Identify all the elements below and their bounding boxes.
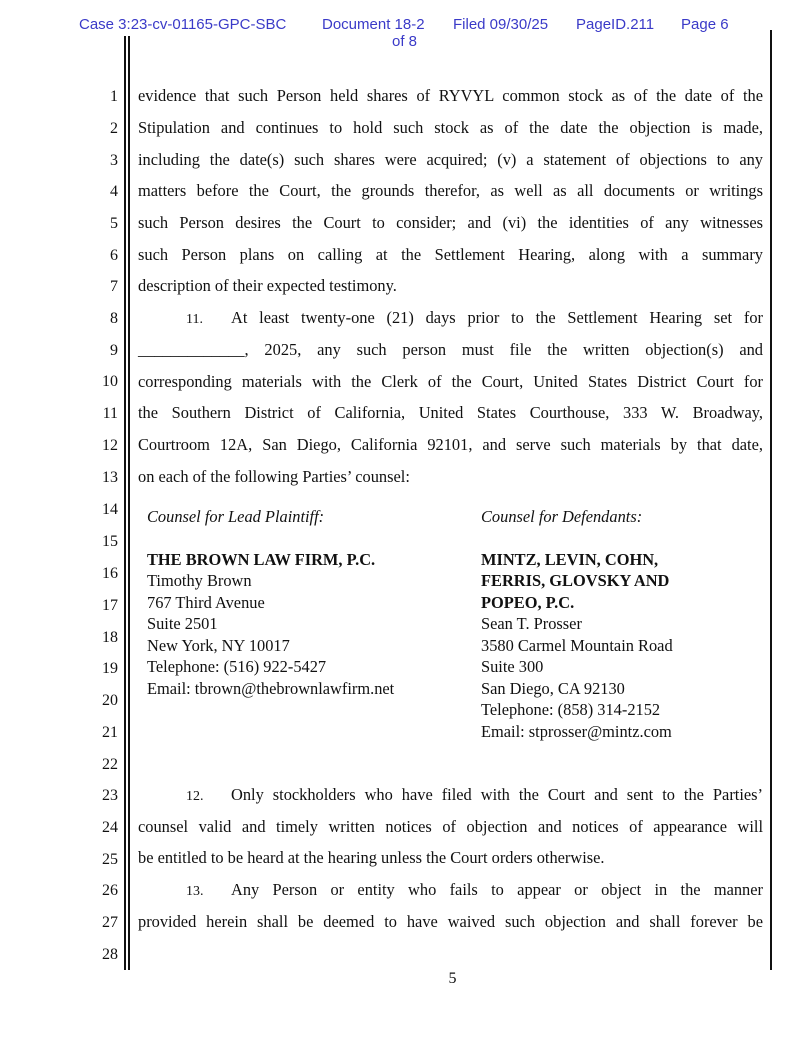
line-number: 28 bbox=[102, 946, 118, 963]
firm-name-line: MINTZ, LEVIN, COHN, bbox=[481, 549, 659, 569]
address-line: San Diego, CA 92130 bbox=[481, 678, 625, 698]
document-number: Document 18-2 bbox=[322, 16, 425, 33]
line-number: 15 bbox=[102, 533, 118, 550]
counsel-heading: Counsel for Defendants: bbox=[481, 507, 643, 526]
line-number: 25 bbox=[102, 851, 118, 868]
line-number: 7 bbox=[110, 278, 118, 295]
line-number: 12 bbox=[102, 437, 118, 454]
filed-date: Filed 09/30/25 bbox=[453, 16, 549, 33]
line-number: 13 bbox=[102, 469, 118, 486]
body-line: Stipulation and continues to hold such stock as of the date the objection is made, bbox=[138, 118, 763, 137]
line-number: 20 bbox=[102, 692, 118, 709]
body-line: evidence that such Person held shares of RYVYL common stock as of the date of the bbox=[138, 86, 763, 105]
attorney-name: Sean T. Prosser bbox=[481, 614, 582, 633]
line-number: 21 bbox=[102, 724, 118, 741]
line-number: 2 bbox=[110, 120, 118, 137]
counsel-heading: Counsel for Lead Plaintiff: bbox=[147, 507, 325, 526]
paragraph-13-first-line: 13. Any Person or entity who fails to appear or object in the manner bbox=[138, 880, 763, 902]
paragraph-number: 13. bbox=[186, 884, 204, 899]
filing-header bbox=[79, 16, 739, 50]
page-total: of 8 bbox=[392, 33, 418, 50]
firm-name: THE BROWN LAW FIRM, P.C. bbox=[147, 549, 376, 569]
body-line: the Southern District of California, United States Courthouse, 333 W. Broadway, bbox=[138, 403, 763, 422]
page-of-total: Page 6 bbox=[681, 16, 729, 33]
line-number: 6 bbox=[110, 247, 118, 264]
paragraph-12-first-line: 12. Only stockholders who have filed with the Court and sent to the Parties’ bbox=[138, 785, 763, 807]
body-line: be entitled to be heard at the hearing unless the Court orders otherwise. bbox=[138, 848, 605, 867]
line-number: 3 bbox=[110, 152, 118, 169]
paragraph-number: 11. bbox=[186, 312, 203, 327]
left-margin-rule-outer bbox=[124, 36, 126, 970]
body-line: provided herein shall be deemed to have waived such objection and shall forever be bbox=[138, 912, 763, 931]
line-number: 4 bbox=[110, 183, 118, 200]
email: Email: stprosser@mintz.com bbox=[481, 721, 672, 741]
address-line: Suite 300 bbox=[481, 657, 544, 676]
line-number: 17 bbox=[102, 597, 118, 614]
line-number: 16 bbox=[102, 565, 118, 582]
body-line: on each of the following Parties’ counsel: bbox=[138, 467, 410, 486]
body-line: description of their expected testimony. bbox=[138, 276, 397, 295]
address-line: 3580 Carmel Mountain Road bbox=[481, 635, 673, 655]
body-line: Courtroom 12A, San Diego, California 92101, and serve such materials by that date, bbox=[138, 435, 763, 454]
line-number: 1 bbox=[110, 88, 118, 105]
body-line: such Person plans on calling at the Settlement Hearing, along with a summary bbox=[138, 245, 763, 264]
address-line: Suite 2501 bbox=[147, 614, 218, 633]
line-number: 14 bbox=[102, 501, 118, 518]
body-line: such Person desires the Court to consider; and (vi) the identities of any witnesses bbox=[138, 213, 763, 232]
line-number: 27 bbox=[102, 914, 118, 931]
line-number: 9 bbox=[110, 342, 118, 359]
right-margin-rule bbox=[770, 30, 772, 970]
line-number: 22 bbox=[102, 756, 118, 773]
body-line: counsel valid and timely written notices of objection and notices of appearance will bbox=[138, 817, 763, 836]
firm-name-line: FERRIS, GLOVSKY AND bbox=[481, 571, 670, 590]
line-number: 24 bbox=[102, 819, 118, 836]
telephone: Telephone: (858) 314-2152 bbox=[481, 700, 661, 719]
firm-name-line: POPEO, P.C. bbox=[481, 592, 575, 612]
left-margin-rule-inner bbox=[128, 36, 130, 970]
counsel-defendants bbox=[481, 506, 766, 742]
address-line: New York, NY 10017 bbox=[147, 635, 290, 655]
line-number: 26 bbox=[102, 882, 118, 899]
page-number: 5 bbox=[448, 970, 457, 987]
telephone: Telephone: (516) 922-5427 bbox=[147, 657, 327, 676]
paragraph-number: 12. bbox=[186, 789, 204, 804]
line-number: 11 bbox=[102, 405, 118, 422]
case-number: Case 3:23-cv-01165-GPC-SBC bbox=[79, 16, 287, 33]
line-number: 19 bbox=[102, 660, 118, 677]
email: Email: tbrown@thebrownlawfirm.net bbox=[147, 678, 395, 698]
body-line: _____________, 2025, any such person must file the written objection(s) and bbox=[138, 340, 763, 359]
line-number: 10 bbox=[102, 373, 118, 390]
line-number: 18 bbox=[102, 629, 118, 646]
line-number: 23 bbox=[102, 787, 118, 804]
line-number: 8 bbox=[110, 310, 118, 327]
attorney-name: Timothy Brown bbox=[147, 571, 252, 590]
line-number: 5 bbox=[110, 215, 118, 232]
body-line: matters before the Court, the grounds therefor, as well as all documents or writings bbox=[138, 181, 763, 200]
page-id: PageID.211 bbox=[576, 16, 655, 33]
paragraph-11-first-line: 11. At least twenty-one (21) days prior to the Settlement Hearing set for bbox=[138, 308, 763, 330]
counsel-lead-plaintiff bbox=[147, 506, 467, 699]
body-line: corresponding materials with the Clerk of the Court, United States District Court for bbox=[138, 372, 763, 391]
body-line: including the date(s) such shares were acquired; (v) a statement of objections to any bbox=[138, 150, 763, 169]
address-line: 767 Third Avenue bbox=[147, 592, 265, 612]
